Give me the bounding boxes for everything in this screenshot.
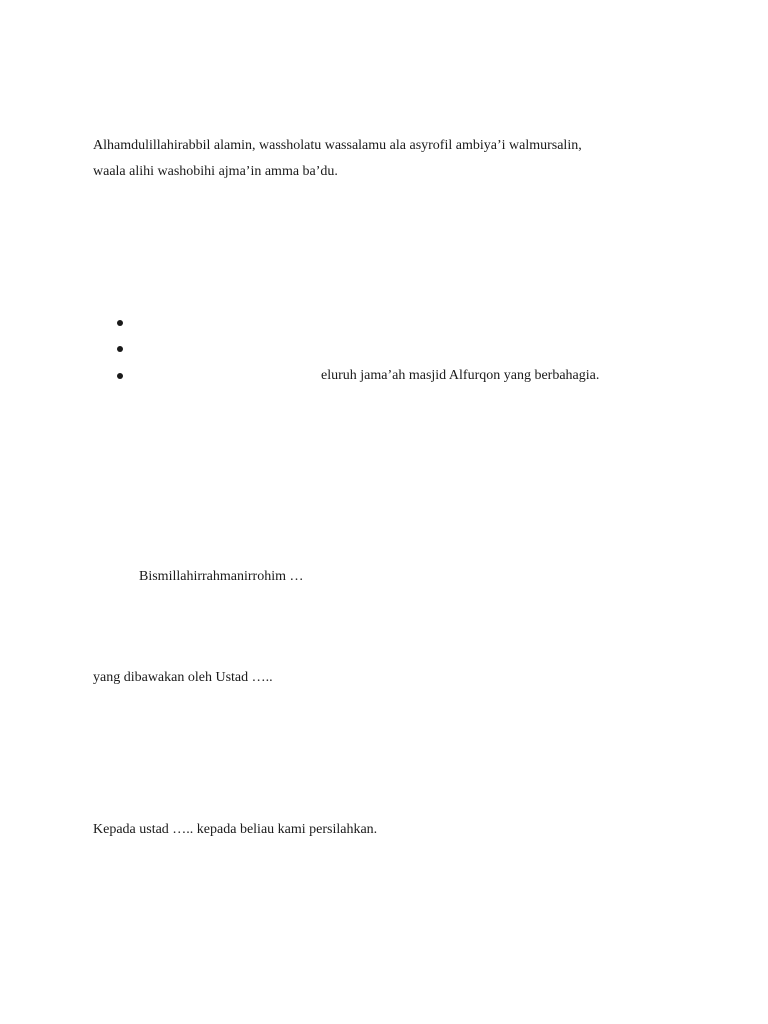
bullet-dot-icon xyxy=(117,373,123,379)
basmalah-line: Bismillahirrahmanirrohim … xyxy=(139,569,304,584)
closing-line: Kepada ustad ….. kepada beliau kami persilahkan. xyxy=(93,822,378,837)
opening-line-1: Alhamdulillahirabbil alamin, wassholatu wassalamu ala asyrofil ambiya’i walmursalin, xyxy=(93,138,582,153)
opening-line-2: waala alihi washobihi ajma’in amma ba’du. xyxy=(93,164,338,179)
presented-by-line: yang dibawakan oleh Ustad ….. xyxy=(93,670,273,685)
bullet-dot-icon xyxy=(117,346,123,352)
bullet-text: eluruh jama’ah masjid Alfurqon yang berbahagia. xyxy=(321,368,600,383)
bullet-dot-icon xyxy=(117,320,123,326)
